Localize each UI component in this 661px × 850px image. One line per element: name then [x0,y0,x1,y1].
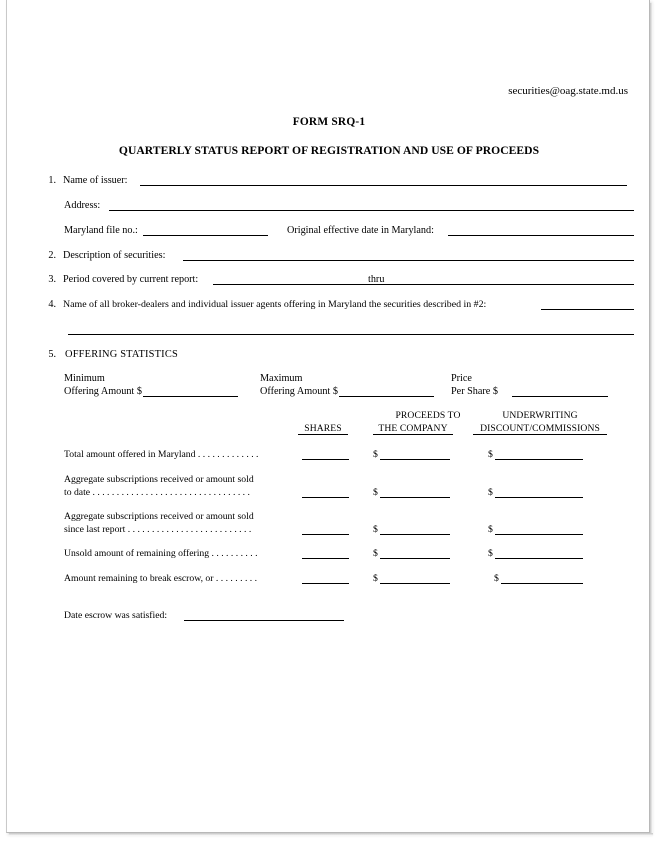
broker-dealers-input-line2[interactable] [68,334,634,335]
item-5-label: OFFERING STATISTICS [65,349,178,360]
proceeds-header-line2: THE COMPANY [373,423,453,435]
address-label: Address: [64,200,101,211]
page-title: QUARTERLY STATUS REPORT OF REGISTRATION AND USE OF PROCEEDS [118,144,540,157]
table-row-label: Amount remaining to break escrow, or . . . . . . . . . [64,573,258,584]
page-shadow-right [650,3,653,836]
broker-dealers-input-line1[interactable] [541,309,634,310]
row-2-proceeds-input[interactable] [380,497,450,498]
item-3-label: Period covered by current report: [63,274,199,285]
proceeds-header-line1: PROCEEDS TO [395,410,461,421]
item-1-number: 1. [48,175,56,186]
maximum-label-line1: Maximum [260,373,303,384]
contact-email: securities@oag.state.md.us [508,85,628,97]
row-5-shares-input[interactable] [302,583,349,584]
row-4-shares-input[interactable] [302,558,349,559]
minimum-offering-amount-input[interactable] [143,396,238,397]
price-per-share-input[interactable] [512,396,608,397]
document-page [6,0,650,833]
row-2-proceeds-dollar: $ [373,487,378,498]
original-effective-date-label: Original effective date in Maryland: [287,225,434,236]
row-1-proceeds-dollar: $ [373,449,378,460]
row-1-shares-input[interactable] [302,459,349,460]
period-thru-label: thru [368,274,385,285]
item-2-label: Description of securities: [63,250,166,261]
row-4-underwriting-dollar: $ [488,548,493,559]
price-label-line1: Price [451,373,472,384]
underwriting-header-line1: UNDERWRITING [502,410,578,421]
row-3-proceeds-dollar: $ [373,524,378,535]
item-3-number: 3. [48,274,56,285]
shares-header: SHARES [298,423,348,435]
item-5-number: 5. [48,349,56,360]
row-5-proceeds-input[interactable] [380,583,450,584]
maryland-file-no-label: Maryland file no.: [64,225,138,236]
table-row-label: Total amount offered in Maryland . . . . . . . . . . . . . [64,449,259,460]
table-row-label: Unsold amount of remaining offering . . . . . . . . . . [64,548,258,559]
minimum-label-line1: Minimum [64,373,105,384]
row-2-underwriting-dollar: $ [488,487,493,498]
row-4-underwriting-input[interactable] [495,558,583,559]
description-of-securities-input[interactable] [183,260,634,261]
period-covered-input[interactable] [213,284,634,285]
date-escrow-satisfied-label: Date escrow was satisfied: [64,610,168,621]
item-4-number: 4. [48,299,56,310]
maximum-offering-amount-input[interactable] [339,396,434,397]
address-input[interactable] [109,210,634,211]
row-4-proceeds-dollar: $ [373,548,378,559]
row-5-underwriting-dollar: $ [494,573,499,584]
maximum-offering-amount-label: Offering Amount $ [260,386,338,397]
table-row-label: Aggregate subscriptions received or amount sold [64,474,254,485]
row-3-shares-input[interactable] [302,534,349,535]
row-3-underwriting-input[interactable] [495,534,583,535]
item-4-label: Name of all broker-dealers and individual issuer agents offering in Maryland the securities described in #2: [63,299,487,310]
row-1-underwriting-dollar: $ [488,449,493,460]
table-row-label: Aggregate subscriptions received or amount sold [64,511,254,522]
price-per-share-label: Per Share $ [451,386,498,397]
row-3-underwriting-dollar: $ [488,524,493,535]
row-2-shares-input[interactable] [302,497,349,498]
name-of-issuer-input[interactable] [140,185,627,186]
row-1-underwriting-input[interactable] [495,459,583,460]
row-3-proceeds-input[interactable] [380,534,450,535]
row-4-proceeds-input[interactable] [380,558,450,559]
maryland-file-no-input[interactable] [143,235,268,236]
date-escrow-satisfied-input[interactable] [184,620,344,621]
row-5-proceeds-dollar: $ [373,573,378,584]
row-2-underwriting-input[interactable] [495,497,583,498]
page-shadow-bottom [9,833,653,836]
form-number-title: FORM SRQ-1 [292,116,366,128]
item-2-number: 2. [48,250,56,261]
minimum-offering-amount-label: Offering Amount $ [64,386,142,397]
document-body [7,0,651,833]
table-row-label-cont: since last report . . . . . . . . . . . . . . . . . . . . . . . . . . [64,524,252,535]
original-effective-date-input[interactable] [448,235,634,236]
table-row-label-cont: to date . . . . . . . . . . . . . . . . . . . . . . . . . . . . . . . . . [64,487,250,498]
item-1-label: Name of issuer: [63,175,128,186]
row-5-underwriting-input[interactable] [501,583,583,584]
underwriting-header-line2: DISCOUNT/COMMISSIONS [473,423,607,435]
row-1-proceeds-input[interactable] [380,459,450,460]
